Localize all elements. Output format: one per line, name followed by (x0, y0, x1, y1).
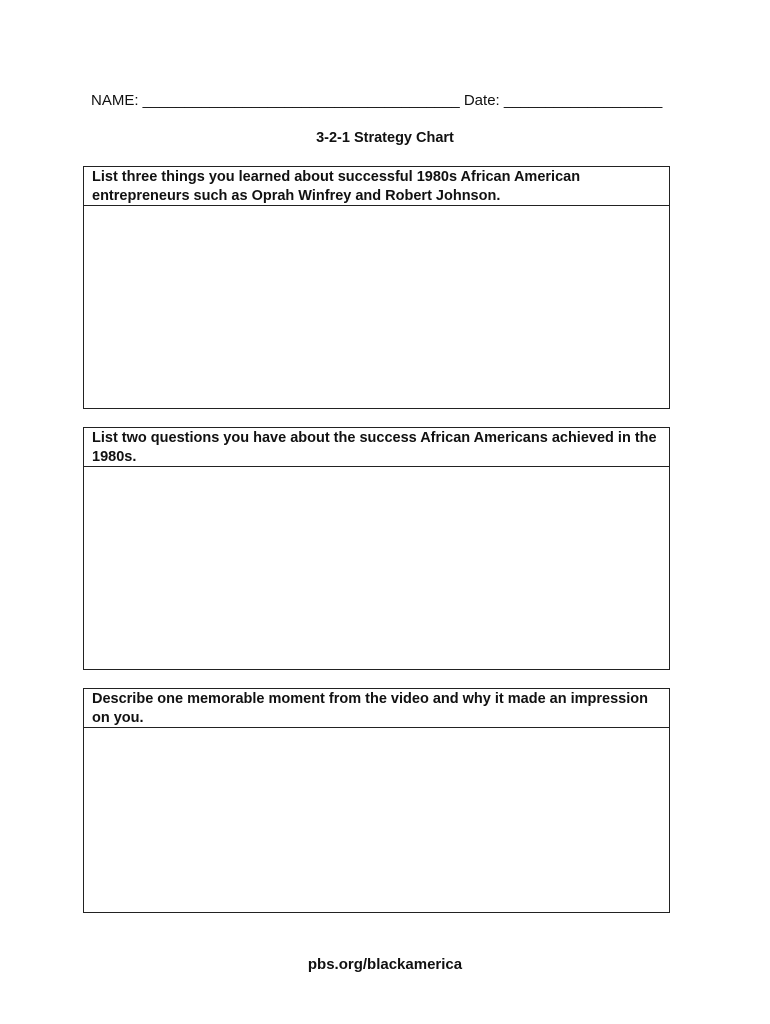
answer-area-one-moment[interactable] (84, 728, 669, 912)
answer-area-two-questions[interactable] (84, 467, 669, 669)
answer-area-three-things[interactable] (84, 206, 669, 408)
box-three-things (83, 166, 670, 409)
name-date-line: NAME: ______________________________________ Date: ___________________ (91, 92, 663, 109)
box-two-questions (83, 427, 670, 670)
box-one-moment (83, 688, 670, 913)
page-title: 3-2-1 Strategy Chart (316, 130, 454, 146)
box-prompt-one-moment: Describe one memorable moment from the video and why it made an impression on you. (84, 689, 669, 728)
box-prompt-three-things: List three things you learned about successful 1980s African American entrepreneurs such as Oprah Winfrey and Robert Johnson. (84, 167, 669, 206)
footer-url: pbs.org/blackamerica (307, 956, 463, 973)
box-prompt-two-questions: List two questions you have about the success African Americans achieved in the 1980s. (84, 428, 669, 467)
